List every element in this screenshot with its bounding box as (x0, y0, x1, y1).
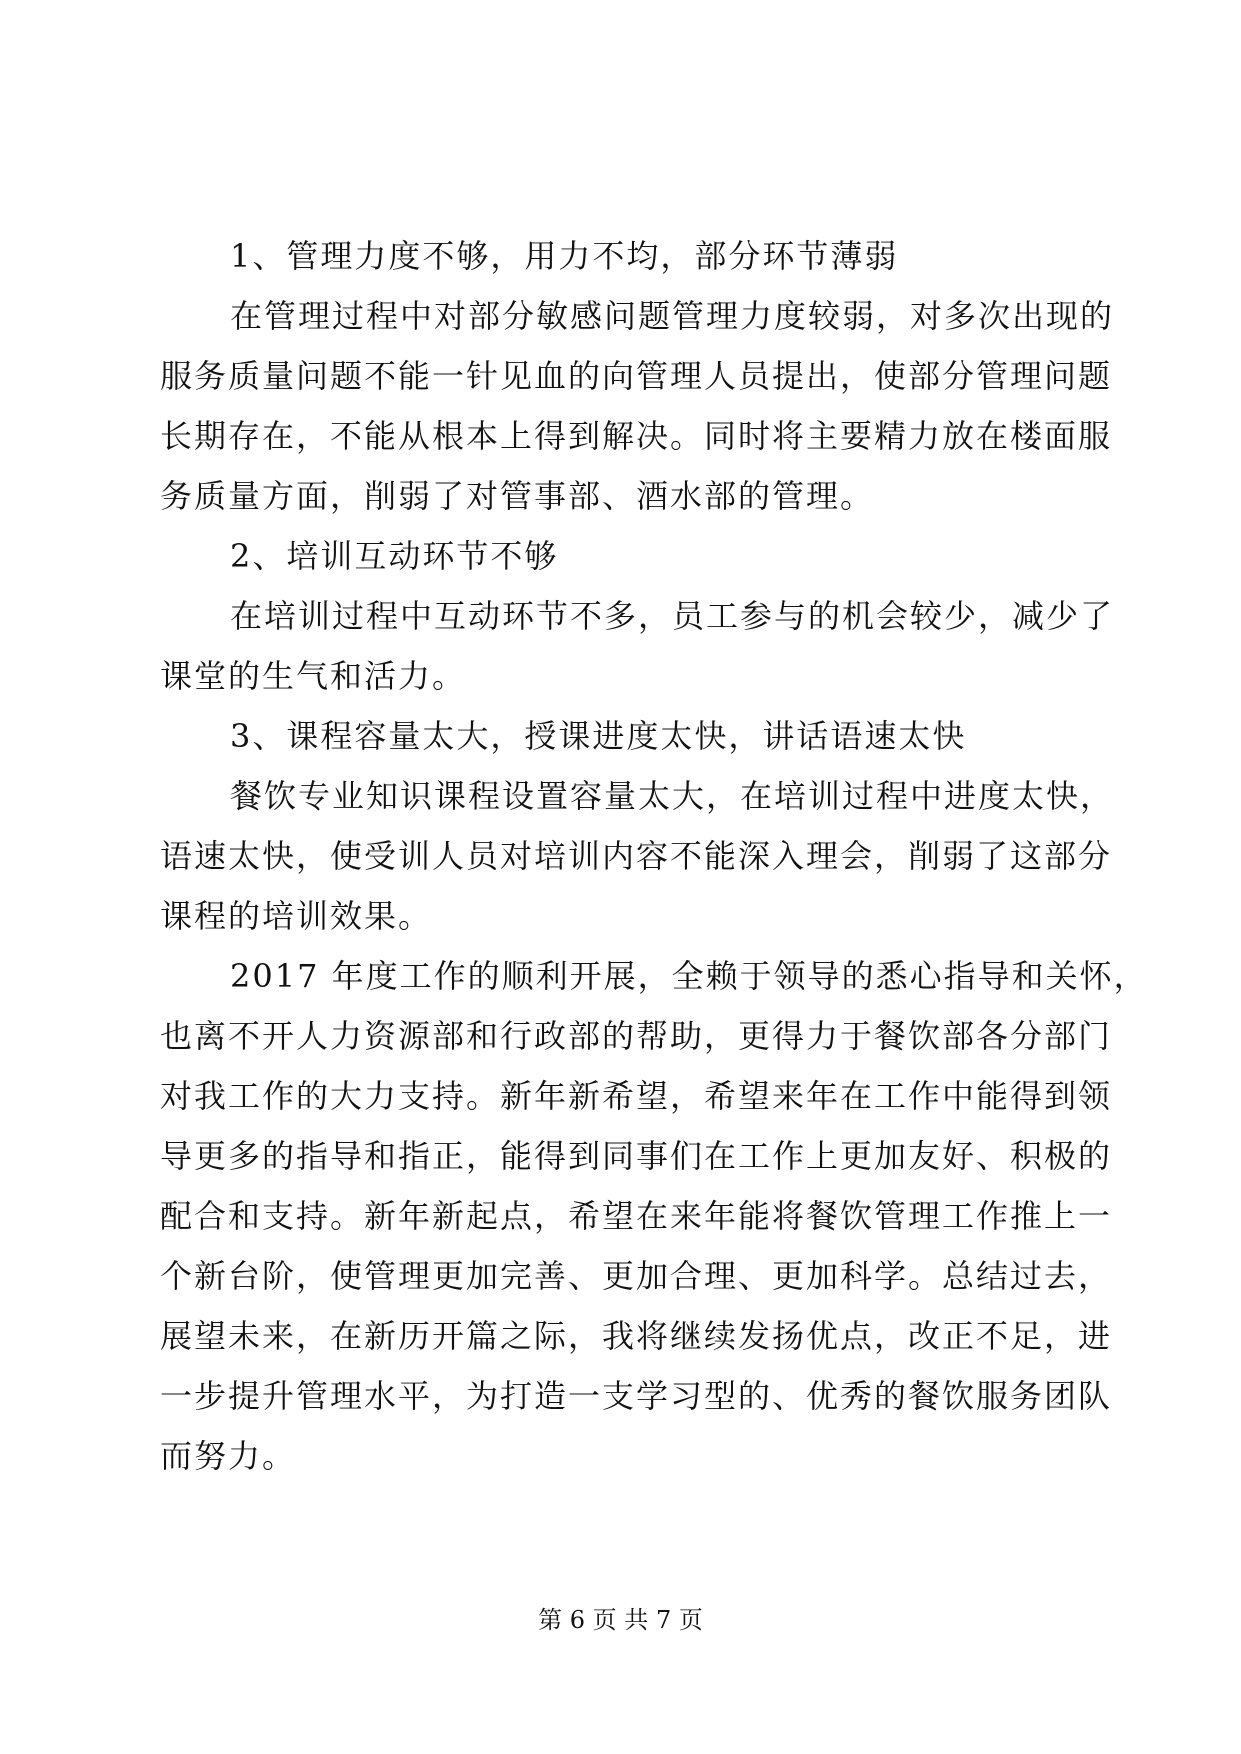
heading-management-strength: 1、管理力度不够，用力不均，部分环节薄弱 (230, 237, 899, 275)
paragraph-line: 语速太快，使受训人员对培训内容不能深入理会，削弱了这部分 (160, 837, 1113, 875)
paragraph-line: 课堂的生气和活力。 (160, 657, 467, 695)
heading-course-capacity: 3、课程容量太大，授课进度太快，讲话语速太快 (230, 717, 967, 755)
paragraph-line: 服务质量问题不能一针见血的向管理人员提出，使部分管理问题 (160, 357, 1113, 395)
paragraph-line: 务质量方面，削弱了对管事部、酒水部的管理。 (160, 477, 875, 515)
document-body (160, 226, 1148, 1486)
paragraph-line: 对我工作的大力支持。新年新希望，希望来年在工作中能得到领 (160, 1077, 1113, 1115)
paragraph-line: 2017 年度工作的顺利开展，全赖于领导的悉心指导和关怀， (230, 957, 1148, 995)
paragraph-line: 也离不开人力资源部和行政部的帮助，更得力于餐饮部各分部门 (160, 1017, 1113, 1055)
paragraph-line: 个新台阶，使管理更加完善、更加合理、更加科学。总结过去， (160, 1257, 1113, 1295)
paragraph-line: 配合和支持。新年新起点，希望在来年能将餐饮管理工作推上一 (160, 1197, 1113, 1235)
page-number-footer: 第 6 页 共 7 页 (538, 1606, 703, 1634)
paragraph-line: 课程的培训效果。 (160, 897, 433, 935)
paragraph-line: 在管理过程中对部分敏感问题管理力度较弱，对多次出现的 (230, 297, 1115, 335)
paragraph-line: 展望未来，在新历开篇之际，我将继续发扬优点，改正不足，进 (160, 1317, 1113, 1355)
paragraph-line: 长期存在，不能从根本上得到解决。同时将主要精力放在楼面服 (160, 417, 1113, 455)
paragraph-line: 在培训过程中互动环节不多，员工参与的机会较少，减少了 (230, 597, 1115, 635)
paragraph-line: 一步提升管理水平，为打造一支学习型的、优秀的餐饮服务团队 (160, 1377, 1113, 1415)
paragraph-line: 餐饮专业知识课程设置容量太大，在培训过程中进度太快， (230, 777, 1115, 815)
paragraph-line: 而努力。 (160, 1437, 297, 1475)
heading-training-interaction: 2、培训互动环节不够 (230, 537, 559, 575)
paragraph-line: 导更多的指导和指正，能得到同事们在工作上更加友好、积极的 (160, 1137, 1113, 1175)
